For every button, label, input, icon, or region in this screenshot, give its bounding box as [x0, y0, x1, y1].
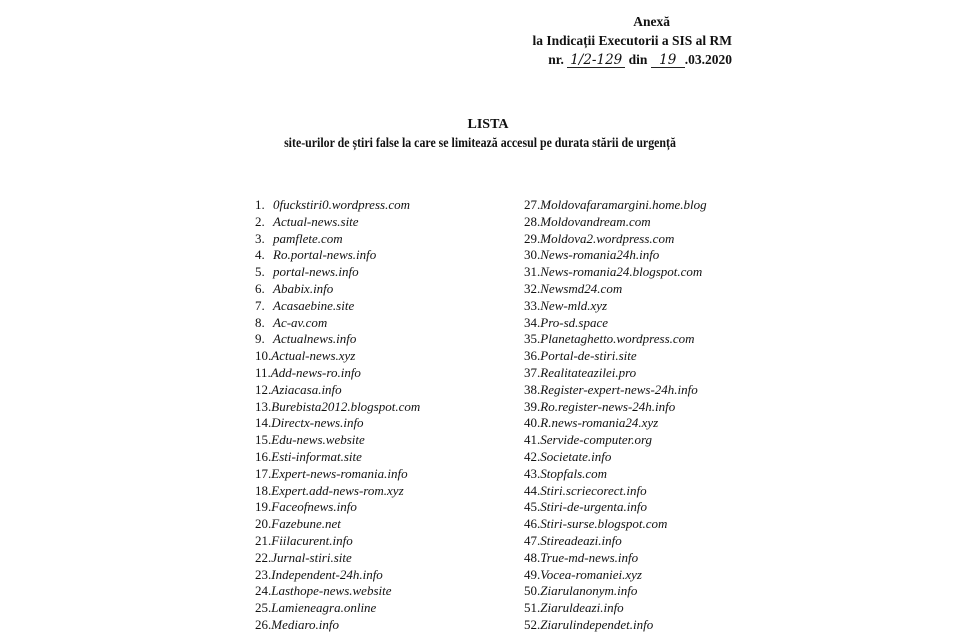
site-name: Actual-news.site: [273, 213, 359, 229]
list-item: [524, 197, 784, 214]
list-item: [524, 348, 784, 365]
site-name: Burebista2012.blogspot.com: [271, 398, 421, 414]
list-item: [524, 583, 784, 600]
site-name: News-romania24.blogspot.com: [540, 264, 703, 280]
site-name: Directx-news.info: [271, 415, 364, 431]
site-name: pamflete.com: [273, 230, 343, 246]
item-number: 40.: [524, 415, 541, 431]
item-number: 46.: [524, 516, 541, 532]
item-number: 50.: [524, 583, 541, 599]
site-name: Register-expert-news-24h.info: [540, 381, 698, 397]
item-number: 17.: [255, 465, 272, 481]
site-name: Planetaghetto.wordpress.com: [540, 331, 695, 347]
site-name: Stireadeazi.info: [540, 532, 622, 548]
list-item: [255, 466, 515, 483]
site-name: Moldovafaramargini.home.blog: [540, 197, 707, 212]
site-name: Stiri-de-urgenta.info: [540, 499, 648, 515]
site-name: Expert-news-romania.info: [271, 465, 408, 481]
item-number: 7.: [255, 297, 265, 313]
list-item: [255, 281, 515, 298]
list-item: [524, 264, 784, 281]
item-number: 16.: [255, 448, 272, 464]
item-number: 10.: [255, 348, 272, 364]
item-number: 51.: [524, 600, 541, 616]
site-list-left: [255, 197, 515, 634]
list-item: [255, 550, 515, 567]
site-name: Lasthope-news.website: [271, 583, 392, 599]
site-name: Acasaebine.site: [273, 297, 355, 313]
site-name: Actual-news.xyz: [271, 348, 356, 364]
site-name: Add-news-ro.info: [270, 364, 361, 380]
item-number: 6.: [255, 280, 265, 296]
site-name: R.news-romania24.xyz: [540, 415, 659, 431]
site-name: Fiilacurent.info: [271, 532, 353, 548]
item-number: 38.: [524, 381, 541, 397]
item-number: 49.: [524, 566, 541, 582]
annex-reference: [472, 50, 732, 69]
item-number: 44.: [524, 482, 541, 498]
item-number: 4.: [255, 247, 265, 263]
site-name: Faceofnews.info: [271, 499, 357, 515]
annex-header: [472, 12, 732, 69]
item-number: 12.: [255, 381, 272, 397]
item-number: 5.: [255, 264, 265, 280]
list-item: [255, 483, 515, 500]
item-number: 9.: [255, 331, 265, 347]
site-name: True-md-news.info: [540, 549, 639, 565]
site-name: Ziarulindependet.info: [540, 616, 654, 632]
item-number: 13.: [255, 398, 272, 414]
item-number: 47.: [524, 532, 541, 548]
item-number: 25.: [255, 600, 272, 616]
list-item: [524, 617, 784, 634]
site-name: Edu-news.website: [271, 432, 365, 448]
item-number: 23.: [255, 566, 272, 582]
list-item: [524, 231, 784, 248]
list-item: [524, 516, 784, 533]
site-name: 0fuckstiri0.wordpress.com: [273, 197, 410, 212]
site-name: Servide-computer.org: [540, 432, 653, 448]
site-name: Stopfals.com: [540, 465, 608, 481]
list-item: [524, 415, 784, 432]
site-name: Societate.info: [540, 448, 612, 464]
list-item: [524, 382, 784, 399]
item-number: 33.: [524, 297, 541, 313]
site-name: Ababix.info: [273, 280, 334, 296]
item-number: 15.: [255, 432, 272, 448]
list-item: [524, 214, 784, 231]
list-item: [255, 247, 515, 264]
item-number: 45.: [524, 499, 541, 515]
site-name: News-romania24h.info: [540, 247, 660, 263]
list-item: [255, 382, 515, 399]
item-number: 42.: [524, 448, 541, 464]
annex-din-label: din: [628, 52, 648, 67]
list-item: [255, 298, 515, 315]
site-name: Ziarulanonym.info: [540, 583, 638, 599]
item-number: 11.: [255, 364, 271, 380]
item-number: 24.: [255, 583, 272, 599]
list-item: [255, 432, 515, 449]
annex-title: Anexă: [633, 14, 670, 29]
list-item: [255, 214, 515, 231]
list-item: [255, 331, 515, 348]
list-item: [255, 399, 515, 416]
list-item: [524, 281, 784, 298]
site-name: portal-news.info: [273, 264, 359, 280]
list-item: [524, 600, 784, 617]
list-item: [524, 432, 784, 449]
site-name: Expert.add-news-rom.xyz: [271, 482, 404, 498]
item-number: 48.: [524, 549, 541, 565]
list-item: [524, 331, 784, 348]
site-name: Ziaruldeazi.info: [540, 600, 624, 616]
item-number: 21.: [255, 532, 272, 548]
list-item: [255, 315, 515, 332]
site-name: Jurnal-stiri.site: [271, 549, 352, 565]
list-item: [255, 348, 515, 365]
site-name: Pro-sd.space: [540, 314, 609, 330]
list-item: [255, 583, 515, 600]
item-number: 19.: [255, 499, 272, 515]
site-name: Ro.register-news-24h.info: [540, 398, 676, 414]
annex-nr-handwritten: 1/2-129: [567, 53, 625, 68]
list-item: [524, 298, 784, 315]
item-number: 30.: [524, 247, 541, 263]
list-item: [255, 231, 515, 248]
site-name: Moldova2.wordpress.com: [540, 230, 675, 246]
item-number: 28.: [524, 213, 541, 229]
list-item: [255, 617, 515, 634]
list-item: [524, 466, 784, 483]
item-number: 52.: [524, 616, 541, 632]
item-number: 3.: [255, 230, 265, 246]
list-item: [255, 499, 515, 516]
item-number: 1.: [255, 197, 265, 212]
list-item: [255, 516, 515, 533]
list-item: [524, 315, 784, 332]
site-name: Stiri.scriecorect.info: [540, 482, 647, 498]
item-number: 29.: [524, 230, 541, 246]
site-list-right: [524, 197, 784, 634]
site-name: Lamieneagra.online: [271, 600, 377, 616]
list-item: [255, 567, 515, 584]
item-number: 32.: [524, 280, 541, 296]
annex-day-handwritten: 19: [651, 53, 685, 68]
site-name: Ro.portal-news.info: [273, 247, 377, 263]
site-name: Realitateazilei.pro: [540, 364, 637, 380]
list-item: [255, 264, 515, 281]
item-number: 34.: [524, 314, 541, 330]
item-number: 43.: [524, 465, 541, 481]
item-number: 37.: [524, 364, 541, 380]
annex-nr-prefix: nr.: [548, 52, 564, 67]
site-name: Newsmd24.com: [540, 280, 623, 296]
site-name: Portal-de-stiri.site: [540, 348, 637, 364]
list-item: [255, 197, 515, 214]
list-item: [255, 449, 515, 466]
list-item: [255, 415, 515, 432]
list-item: [524, 567, 784, 584]
site-name: Moldovandream.com: [540, 213, 651, 229]
site-name: Aziacasa.info: [271, 381, 342, 397]
site-name: Vocea-romaniei.xyz: [540, 566, 642, 582]
item-number: 22.: [255, 549, 272, 565]
item-number: 36.: [524, 348, 541, 364]
item-number: 39.: [524, 398, 541, 414]
item-number: 35.: [524, 331, 541, 347]
site-name: Esti-informat.site: [271, 448, 362, 464]
site-name: Stiri-surse.blogspot.com: [540, 516, 668, 532]
site-name: Ac-av.com: [273, 314, 328, 330]
item-number: 41.: [524, 432, 541, 448]
item-number: 31.: [524, 264, 541, 280]
list-heading: LISTA: [467, 117, 509, 132]
list-item: [524, 483, 784, 500]
list-item: [524, 550, 784, 567]
item-number: 20.: [255, 516, 272, 532]
annex-subtitle: la Indicații Executorii a SIS al RM: [532, 33, 732, 48]
list-item: [524, 365, 784, 382]
item-number: 18.: [255, 482, 272, 498]
item-number: 14.: [255, 415, 272, 431]
site-name: Mediaro.info: [271, 616, 340, 632]
list-item: [524, 449, 784, 466]
site-name: New-mld.xyz: [540, 297, 608, 313]
list-item: [524, 533, 784, 550]
site-name: Actualnews.info: [273, 331, 357, 347]
list-item: [524, 499, 784, 516]
list-subheading: site-urilor de știri false la care se limitează accesul pe durata stării de urgență: [284, 135, 676, 150]
list-item: [524, 247, 784, 264]
annex-date-suffix: .03.2020: [684, 52, 732, 67]
list-item: [524, 399, 784, 416]
list-item: [255, 533, 515, 550]
site-name: Independent-24h.info: [271, 566, 383, 582]
list-item: [255, 600, 515, 617]
item-number: 8.: [255, 314, 265, 330]
list-item: [255, 365, 515, 382]
site-name: Fazebune.net: [271, 516, 341, 532]
item-number: 26.: [255, 616, 272, 632]
title-block: [0, 116, 960, 152]
item-number: 27.: [524, 197, 541, 212]
item-number: 2.: [255, 213, 265, 229]
